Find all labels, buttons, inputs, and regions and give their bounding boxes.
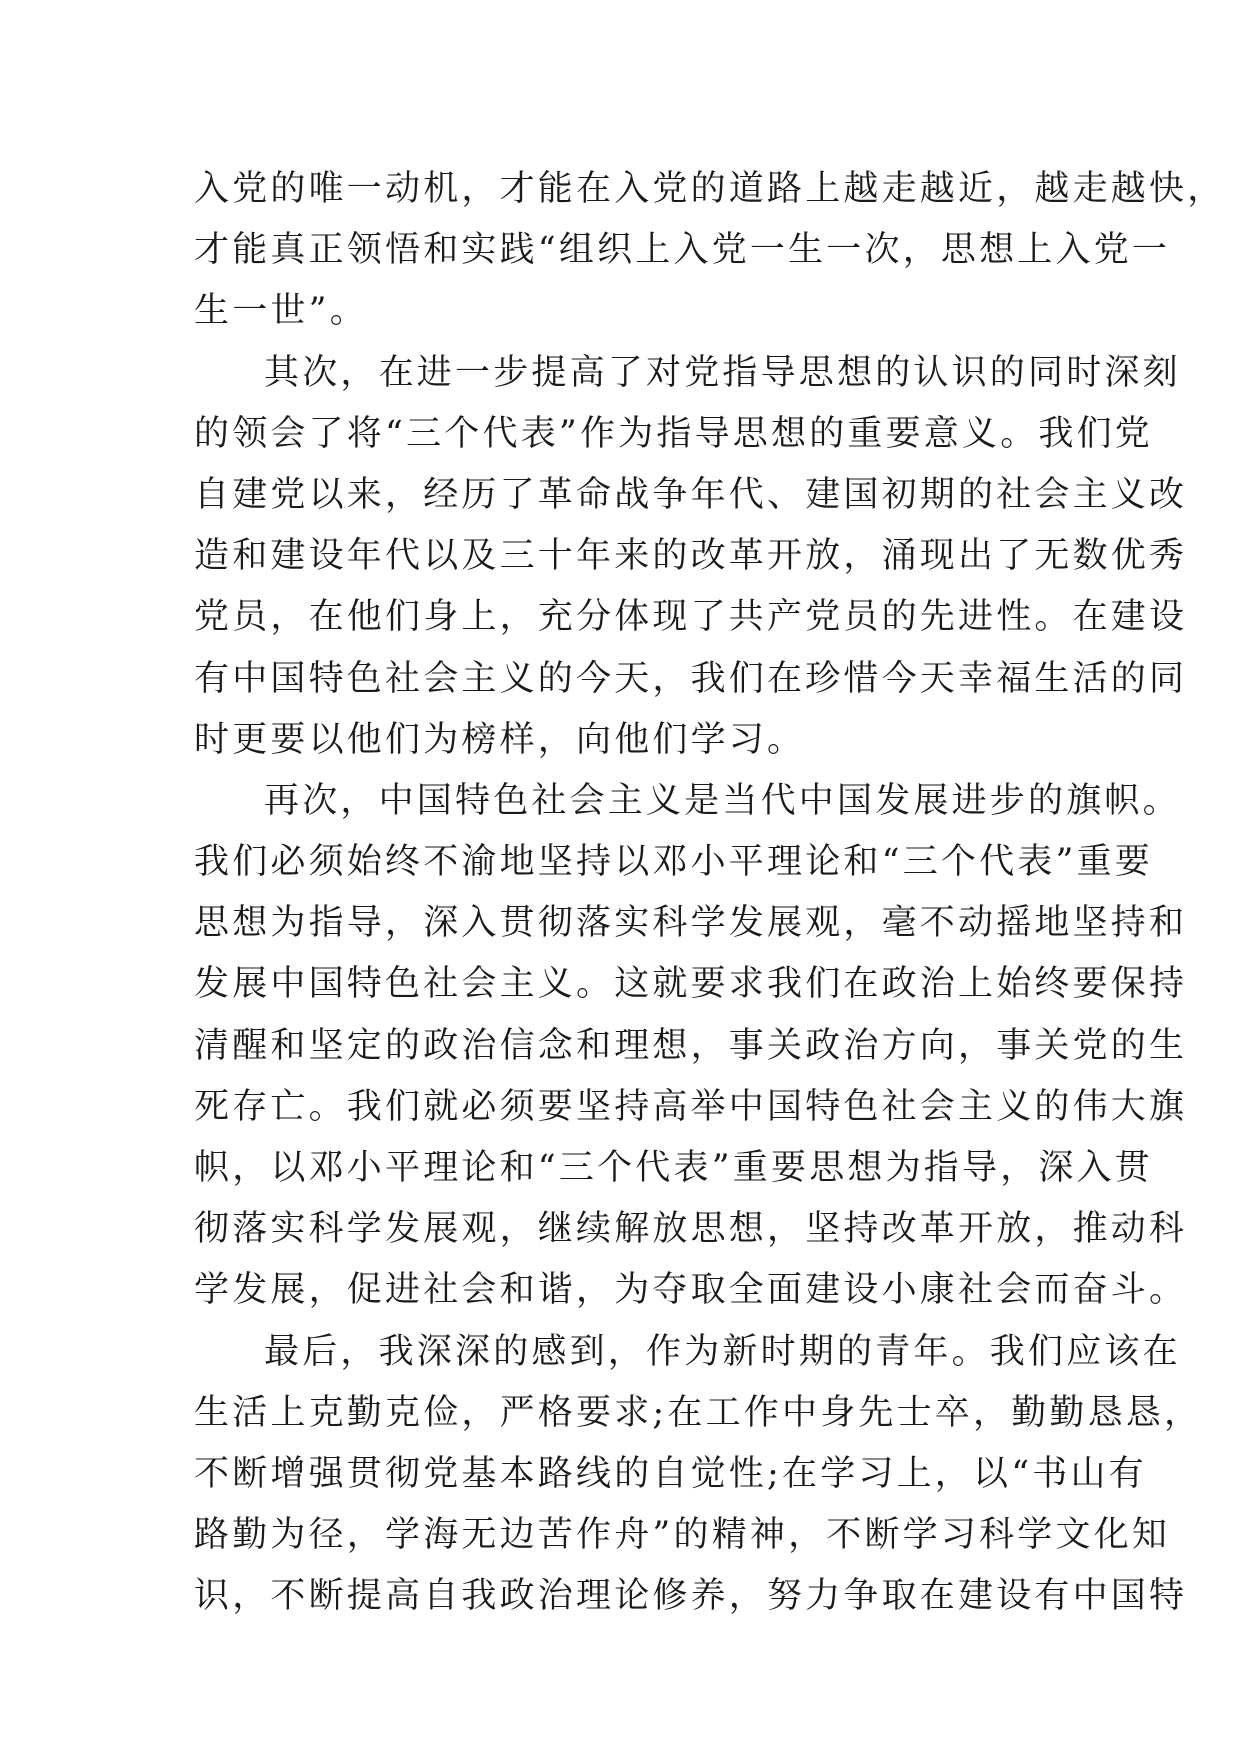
text-line: 入党的唯一动机，才能在入党的道路上越走越近，越走越快， bbox=[194, 169, 1226, 209]
text-line: 彻落实科学发展观，继续解放思想，坚持改革开放，推动科 bbox=[194, 1209, 1188, 1250]
text-line: 不断增强贯彻党基本路线的自觉性;在学习上，以“书山有 bbox=[194, 1453, 1147, 1494]
text-line: 生活上克勤克俭，严格要求;在工作中身先士卒，勤勤恳恳， bbox=[194, 1392, 1203, 1433]
text-line: 造和建设年代以及三十年来的改革开放，涌现出了无数优秀 bbox=[194, 536, 1188, 577]
paragraph-first-line: 最后，我深深的感到，作为新时期的青年。我们应该在 bbox=[264, 1331, 1181, 1372]
text-line: 才能真正领悟和实践“组织上入党一生一次，思想上入党一 bbox=[194, 230, 1171, 271]
text-line: 生一世”。 bbox=[194, 291, 368, 332]
text-line: 死存亡。我们就必须要坚持高举中国特色社会主义的伟大旗 bbox=[194, 1086, 1188, 1127]
text-line: 思想为指导，深入贯彻落实科学发展观，毫不动摇地坚持和 bbox=[194, 903, 1188, 944]
document-body bbox=[194, 159, 1226, 1628]
text-line: 学发展，促进社会和谐，为夺取全面建设小康社会而奋斗。 bbox=[194, 1270, 1188, 1311]
text-line: 党员，在他们身上，充分体现了共产党员的先进性。在建设 bbox=[194, 597, 1188, 638]
text-line: 清醒和坚定的政治信念和理想，事关政治方向，事关党的生 bbox=[194, 1025, 1188, 1066]
text-line: 自建党以来，经历了革命战争年代、建国初期的社会主义改 bbox=[194, 474, 1188, 515]
text-line: 发展中国特色社会主义。这就要求我们在政治上始终要保持 bbox=[194, 964, 1188, 1005]
text-line: 识，不断提高自我政治理论修养，努力争取在建设有中国特 bbox=[194, 1576, 1188, 1617]
paragraph-first-line: 再次，中国特色社会主义是当代中国发展进步的旗帜。 bbox=[264, 780, 1181, 821]
text-line: 有中国特色社会主义的今天，我们在珍惜今天幸福生活的同 bbox=[194, 658, 1188, 699]
text-line: 的领会了将“三个代表”作为指导思想的重要意义。我们党 bbox=[194, 413, 1153, 454]
text-line: 时更要以他们为榜样，向他们学习。 bbox=[194, 719, 806, 760]
paragraph-first-line: 其次，在进一步提高了对党指导思想的认识的同时深刻 bbox=[264, 352, 1181, 393]
text-line: 帜，以邓小平理论和“三个代表”重要思想为指导，深入贯 bbox=[194, 1148, 1153, 1188]
text-line: 路勤为径，学海无边苦作舟”的精神，不断学习科学文化知 bbox=[194, 1515, 1171, 1556]
text-line: 我们必须始终不渝地坚持以邓小平理论和“三个代表”重要 bbox=[194, 842, 1153, 883]
